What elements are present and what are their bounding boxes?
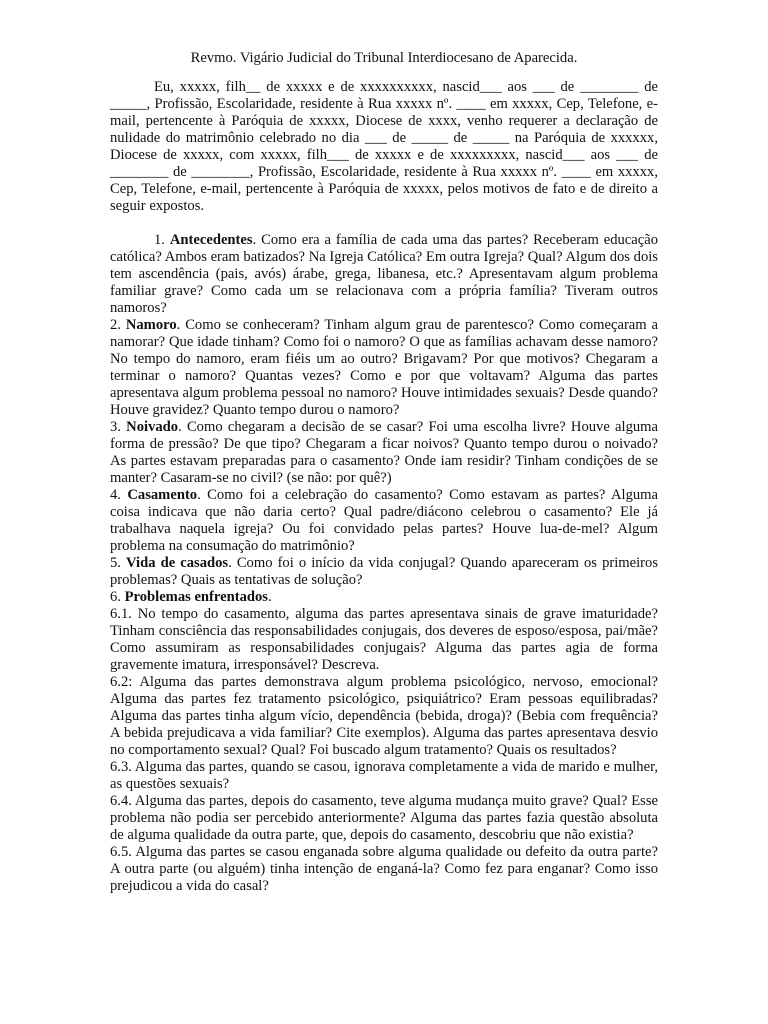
section-namoro — [110, 317, 658, 419]
section-heading: Noivado — [126, 419, 179, 435]
section-text: . Como foi o início da vida conjugal? Quando apareceram os primeiros problemas? Quais as tentativas de solução? — [110, 555, 658, 588]
section-text: . Como foi a celebração do casamento? Como estavam as partes? Alguma coisa indicava que não daria certo? Qual padre/diácono celebrou o casamento? Ele já trabalhava naquela igreja? Ou foi convidado pelas partes? Houve lua-de-mel? Algum problema na consumação do matrimônio? — [110, 487, 658, 554]
section-number: 4. — [110, 487, 128, 503]
paragraph-spacer — [110, 215, 658, 232]
subsection-6-3: 6.3. Alguma das partes, quando se casou, ignorava completamente a vida de marido e mulher, as questões sexuais? — [110, 759, 658, 792]
section-number: 2. — [110, 317, 126, 333]
section-heading: Antecedentes — [169, 232, 253, 248]
section-text: . Como era a família de cada uma das partes? Receberam educação católica? Ambos eram batizados? Na Igreja Católica? Em outra Igreja? Qual? Algum dos dois tem ascendência (pais, avós) árabe, grega, libanesa, etc.? Apresentavam algum problema familiar grave? Como cada um se relacionava com a própria família? Tiveram outros namoros? — [110, 232, 658, 316]
subsection-6-2: 6.2: Alguma das partes demonstrava algum problema psicológico, nervoso, emocional? Alguma das partes fez tratamento psicológico, psiquiátrico? Eram pessoas equilibradas? Alguma das partes tinha algum vício, dependência (bebida, droga)? (Bebia com frequência? A bebida prejudicava a vida familiar? Cite exemplos). Alguma das partes apresentava desvio no comportamento sexual? Qual? Foi buscado algum tratamento? Quais os resultados? — [110, 674, 658, 758]
section-number: 3. — [110, 419, 127, 435]
section-heading: Casamento — [127, 487, 198, 503]
section-heading: Problemas enfrentados — [124, 589, 268, 605]
section-noivado — [110, 419, 658, 487]
section-number: 1. — [154, 232, 170, 248]
subsection-6-5: 6.5. Alguma das partes se casou enganada sobre alguma qualidade ou defeito da outra parte? A outra parte (ou alguém) tinha intenção de enganá-la? Como fez para enganar? Como isso prejudicou a vida do casal? — [110, 844, 658, 894]
intro-paragraph: Eu, xxxxx, filh__ de xxxxx e de xxxxxxxxxx, nascid___ aos ___ de ________ de _____, Profissão, Escolaridade, residente à Rua xxxxx nº. ____ em xxxxx, Cep, Telefone, e-mail, pertencente à Paróquia de xxxxx, Diocese de xxxx, venho requerer a declaração de nulidade do matrimônio celebrado no dia ___ de _____ de _____ na Paróquia de xxxxxx, Diocese de xxxxx, com xxxxx, filh___ de xxxxx e de xxxxxxxxx, nascid___ aos ___ de ________ de ________, Profissão, Escolaridade, residente à Rua xxxxx nº. ____ em xxxxx, Cep, Telefone, e-mail, pertencente à Paróquia de xxxxx, pelos motivos de fato e de direito a seguir expostos. — [110, 79, 658, 214]
section-problemas-enfrentados — [110, 589, 658, 606]
section-heading: Namoro — [125, 317, 177, 333]
section-antecedentes — [110, 232, 658, 317]
section-text: . Como chegaram a decisão de se casar? Foi uma escolha livre? Houve alguma forma de pressão? De que tipo? Chegaram a ficar noivos? Quanto tempo durou o noivado? As partes estavam preparadas para o casamento? Onde iam residir? Tinham condições de se manter? Casaram-se no civil? (se não: por quê?) — [110, 419, 659, 486]
section-number: 5. — [110, 555, 127, 571]
section-vida-de-casados — [110, 555, 658, 589]
section-text: . — [267, 589, 272, 605]
subsection-6-1: 6.1. No tempo do casamento, alguma das partes apresentava sinais de grave imaturidade? Tinham consciência das responsabilidades conjugais, dos deveres de esposo/esposa, pai/mãe? Como assumiram as responsabilidades conjugais? Alguma das partes agia de forma gravemente imatura, irresponsável? Descreva. — [110, 606, 658, 673]
subsection-6-4: 6.4. Alguma das partes, depois do casamento, teve alguma mudança muito grave? Qual? Esse problema não podia ser percebido anteriormente? Alguma das partes fazia questão absoluta de alguma qualidade da outra parte, que, depois do casamento, descobriu que não existia? — [110, 793, 658, 843]
document-title: Revmo. Vigário Judicial do Tribunal Interdiocesano de Aparecida. — [190, 50, 578, 66]
section-casamento — [110, 487, 658, 555]
section-number: 6. — [110, 589, 125, 605]
section-text: . Como se conheceram? Tinham algum grau de parentesco? Como começaram a namorar? Que idade tinham? Como foi o namoro? O que as famílias achavam desse namoro? No tempo do namoro, eram fiéis um ao outro? Brigavam? Por que motivos? Chegaram a terminar o namoro? Quantas vezes? Como e por que voltavam? Alguma das partes apresentava algum problema pessoal no namoro? Houve intimidades sexuais? Desde quando? Houve gravidez? Quanto tempo durou o namoro? — [110, 317, 659, 418]
section-heading: Vida de casados — [126, 555, 229, 571]
